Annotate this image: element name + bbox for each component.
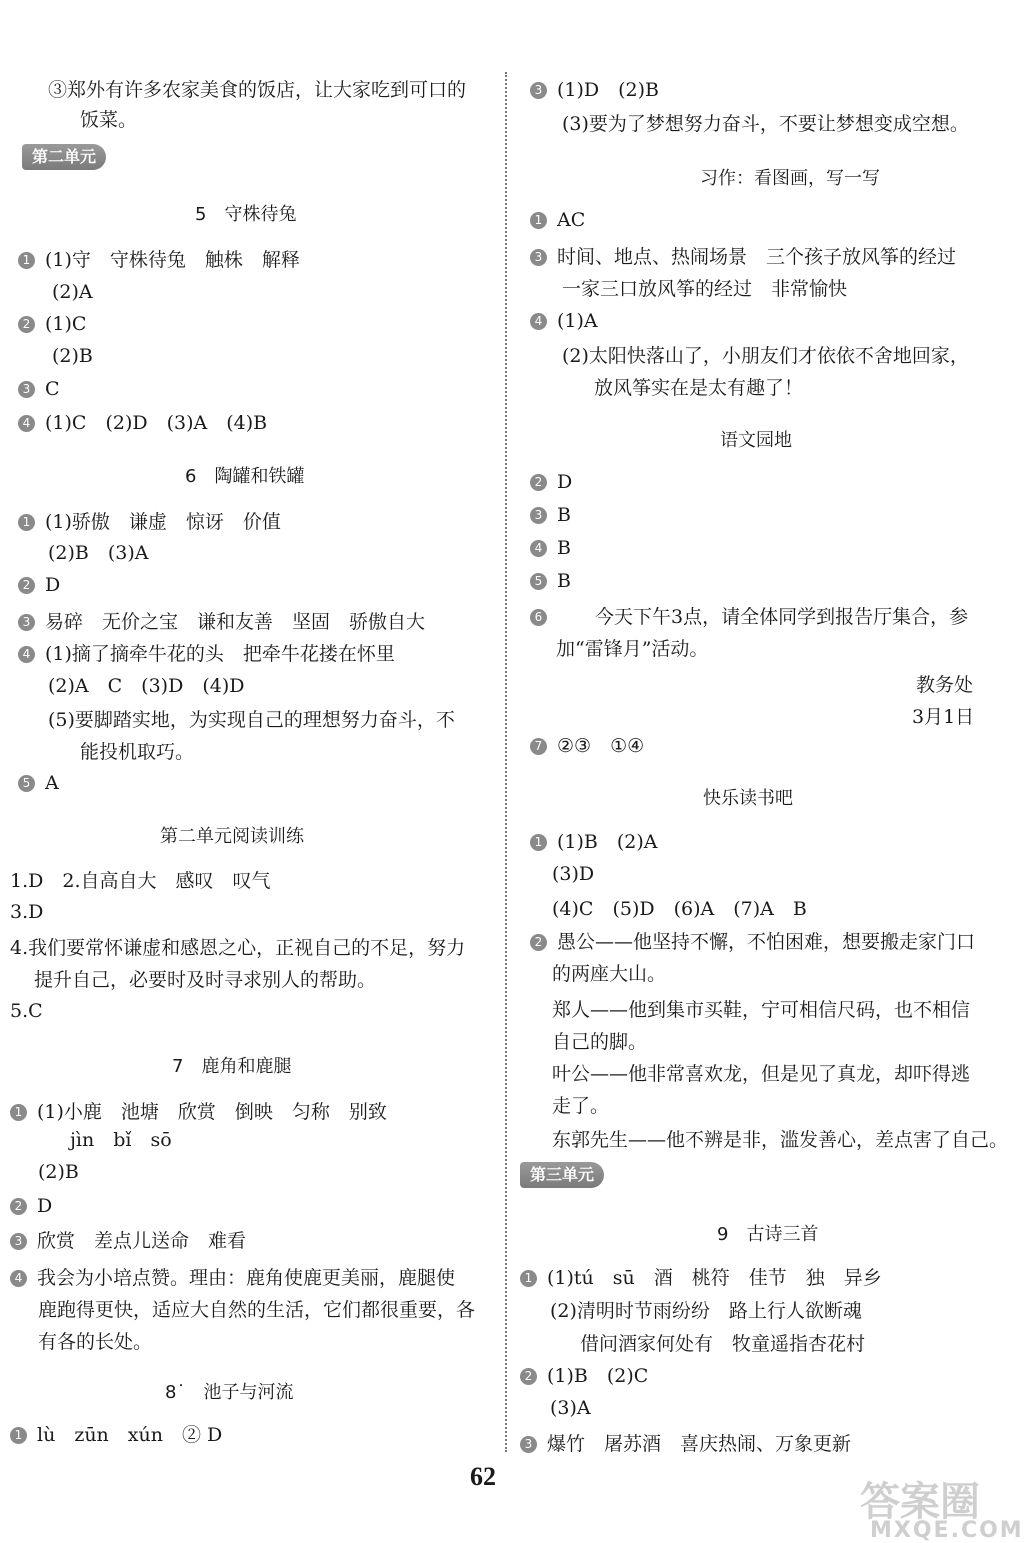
answer-text: 时间、地点、热闹场景 三个孩子放风筝的经过 (557, 246, 957, 268)
answer-line (10, 1194, 52, 1218)
answer-line: (3)要为了梦想努力奋斗，不要让梦想变成空想。 (562, 113, 969, 135)
answer-text: (1)C (2)D (3)A (4)B (45, 412, 268, 434)
question-number-icon: 3 (530, 249, 547, 266)
answer-line (18, 248, 300, 272)
question-number-icon: 2 (530, 934, 547, 951)
question-number-icon: 1 (520, 1270, 537, 1287)
answer-text: (1)摘了摘牵牛花的头 把牵牛花搂在怀里 (45, 643, 395, 665)
answer-text: D (557, 471, 573, 493)
answer-line (18, 312, 86, 336)
answer-line: (2)B (3)A (48, 542, 149, 564)
answer-line (18, 377, 60, 401)
question-number-icon: 5 (18, 775, 35, 792)
answer-line (10, 1423, 222, 1447)
section-title: 快乐读书吧 (703, 788, 793, 809)
answer-text: C (45, 378, 60, 400)
answer-text: 我会为小培点赞。理由：鹿角使鹿更美丽，鹿腿使 (37, 1267, 456, 1289)
answer-line (530, 536, 571, 560)
answer-line (10, 1266, 455, 1290)
answer-text: (1)小鹿 池塘 欣赏 倒映 匀称 别致 (37, 1101, 387, 1123)
question-number-icon: 1 (10, 1104, 27, 1121)
answer-text: 今天下午3点，请全体同学到报告厅集合，参 (557, 606, 969, 628)
answer-line: 提升自己，必要时及时寻求别人的帮助。 (34, 969, 377, 991)
unit-banner: 第三单元 (520, 1162, 604, 1188)
answer-line (530, 503, 571, 527)
answer-line (18, 573, 60, 597)
question-number-icon: 7 (530, 738, 547, 755)
answer-line: 能投机取巧。 (80, 741, 195, 763)
answer-line: 1.D 2.自高自大 感叹 叹气 (10, 870, 271, 892)
answer-line (18, 510, 281, 534)
answer-line (530, 830, 658, 854)
answer-text: (1)A (557, 310, 598, 332)
question-number-icon: 4 (10, 1270, 27, 1287)
answer-line (530, 78, 659, 102)
question-number-icon: 1 (530, 834, 547, 851)
answer-line: 3月1日 (912, 706, 975, 728)
answer-line (520, 1364, 648, 1388)
answer-line: (5)要脚踏实地，为实现自己的理想努力奋斗，不 (48, 709, 455, 731)
answer-line (530, 734, 644, 758)
page-number: 62 (470, 1462, 496, 1491)
answer-line (18, 411, 267, 435)
answer-line (530, 208, 585, 232)
answer-line: 鹿跑得更快，适应大自然的生活，它们都很重要，各 (38, 1299, 476, 1321)
question-number-icon: 3 (10, 1233, 27, 1250)
answer-line (10, 1229, 246, 1253)
answer-line: 3.D (10, 901, 44, 923)
answer-line (530, 569, 571, 593)
question-number-icon: 5 (530, 573, 547, 590)
question-number-icon: 3 (520, 1436, 537, 1453)
section-title: 语文园地 (720, 430, 792, 451)
question-number-icon: 1 (530, 212, 547, 229)
watermark-url: MXQE.COM (870, 1518, 1024, 1543)
answer-line (10, 1100, 387, 1124)
answer-line: (3)A (550, 1397, 591, 1419)
answer-text: A (45, 772, 59, 794)
answer-text: (1)骄傲 谦虚 惊讶 价值 (45, 511, 281, 533)
answer-text: D (45, 574, 61, 596)
question-number-icon: 3 (18, 614, 35, 631)
question-number-icon: 2 (10, 1198, 27, 1215)
answer-text: 易碎 无价之宝 谦和友善 坚固 骄傲自大 (45, 611, 426, 633)
answer-line: (2)B (38, 1161, 79, 1183)
question-number-icon: 3 (18, 381, 35, 398)
answer-text: 爆竹 屠苏酒 喜庆热闹、万象更新 (547, 1433, 852, 1455)
answer-line: ③郑外有许多农家美食的饭店，让大家吃到可口的 (48, 79, 467, 101)
answer-line: 4.我们要常怀谦虚和感恩之心，正视自己的不足，努力 (10, 937, 466, 959)
question-number-icon: 4 (18, 646, 35, 663)
answer-line: 叶公——他非常喜欢龙，但是见了真龙，却吓得逃 (552, 1063, 971, 1085)
answer-text: B (557, 504, 571, 526)
answer-line (530, 470, 572, 494)
answer-text: (1)C (45, 313, 87, 335)
question-number-icon: 3 (530, 82, 547, 99)
answer-text: (1)D (2)B (557, 79, 660, 101)
question-number-icon: 6 (530, 609, 547, 626)
answer-line: 放风筝实在是太有趣了！ (594, 377, 804, 399)
answer-text: (1)tú sū 酒 桃符 佳节 独 异乡 (547, 1267, 882, 1289)
answer-line: (3)D (552, 863, 595, 885)
question-number-icon: 1 (18, 514, 35, 531)
answer-line (18, 610, 425, 634)
question-number-icon: 2 (530, 474, 547, 491)
answer-line: jìn bǐ sō (70, 1129, 172, 1151)
question-number-icon: 4 (530, 540, 547, 557)
answer-text: (1)守 守株待兔 触株 解释 (45, 249, 300, 271)
answer-line: 走了。 (552, 1095, 610, 1117)
section-title: 习作：看图画，写一写 (700, 168, 880, 189)
question-number-icon: 1 (18, 252, 35, 269)
answer-line: 加“雷锋月”活动。 (556, 638, 709, 660)
answer-text: B (557, 570, 571, 592)
unit-banner: 第二单元 (22, 144, 106, 170)
question-number-icon: 3 (530, 507, 547, 524)
answer-line: (4)C (5)D (6)A (7)A B (552, 898, 807, 920)
answer-line (18, 642, 395, 666)
question-number-icon: 4 (18, 415, 35, 432)
answer-line (18, 771, 59, 795)
answer-line (520, 1432, 851, 1456)
section-title: 第二单元阅读训练 (160, 826, 304, 847)
question-number-icon: 2 (520, 1368, 537, 1385)
answer-line (530, 605, 968, 629)
watermark-text: 答案圈 (860, 1479, 980, 1525)
question-number-icon: 4 (530, 313, 547, 330)
answer-line (530, 309, 598, 333)
answer-line: 饭菜。 (80, 109, 138, 131)
column-divider (505, 72, 507, 1452)
answer-line: 一家三口放风筝的经过 非常愉快 (562, 278, 848, 300)
answer-text: lù zūn xún ② D (37, 1424, 223, 1446)
answer-line: (2)太阳快落山了，小朋友们才依依不舍地回家， (562, 345, 969, 367)
watermark-logo (860, 1470, 1024, 1543)
answer-text: B (557, 537, 571, 559)
answer-line: (2)清明时节雨纷纷 路上行人欲断魂 (550, 1300, 862, 1322)
section-title: 7 鹿角和鹿腿 (172, 1056, 292, 1077)
answer-line: 教务处 (916, 674, 974, 696)
answer-line (530, 930, 975, 954)
answer-line: (2)A C (3)D (4)D (48, 675, 245, 697)
section-title: 9 古诗三首 (717, 1224, 819, 1245)
answer-line: 自己的脚。 (552, 1031, 648, 1053)
answer-line: 郑人——他到集市买鞋，宁可相信尺码，也不相信 (552, 999, 971, 1021)
answer-text: AC (557, 209, 586, 231)
answer-text: (1)B (2)C (547, 1365, 649, 1387)
answer-line (520, 1266, 882, 1290)
answer-line (530, 245, 956, 269)
answer-line: 借问酒家何处有 牧童遥指杏花村 (580, 1333, 866, 1355)
answer-line: (2)A (52, 281, 93, 303)
answer-text: 愚公——他坚持不懈，不怕困难，想要搬走家门口 (557, 931, 976, 953)
question-number-icon: 1 (10, 1427, 27, 1444)
answer-line: 东郭先生——他不辨是非，滥发善心，差点害了自己。 (552, 1129, 1009, 1151)
question-number-icon: 2 (18, 577, 35, 594)
answer-text: (1)B (2)A (557, 831, 658, 853)
answer-line: 5.C (10, 1000, 43, 1022)
answer-line: (2)B (52, 345, 93, 367)
answer-text: ②③ ①④ (557, 735, 645, 757)
section-title: 6 陶罐和铁罐 (185, 466, 305, 487)
answer-line: 的两座大山。 (552, 963, 667, 985)
answer-text: 欣赏 差点儿送命 难看 (37, 1230, 247, 1252)
section-title: 5 守株待兔 (195, 204, 297, 225)
section-title: 8˙ 池子与河流 (165, 1382, 294, 1403)
question-number-icon: 2 (18, 316, 35, 333)
answer-text: D (37, 1195, 53, 1217)
answer-line: 有各的长处。 (38, 1331, 153, 1353)
